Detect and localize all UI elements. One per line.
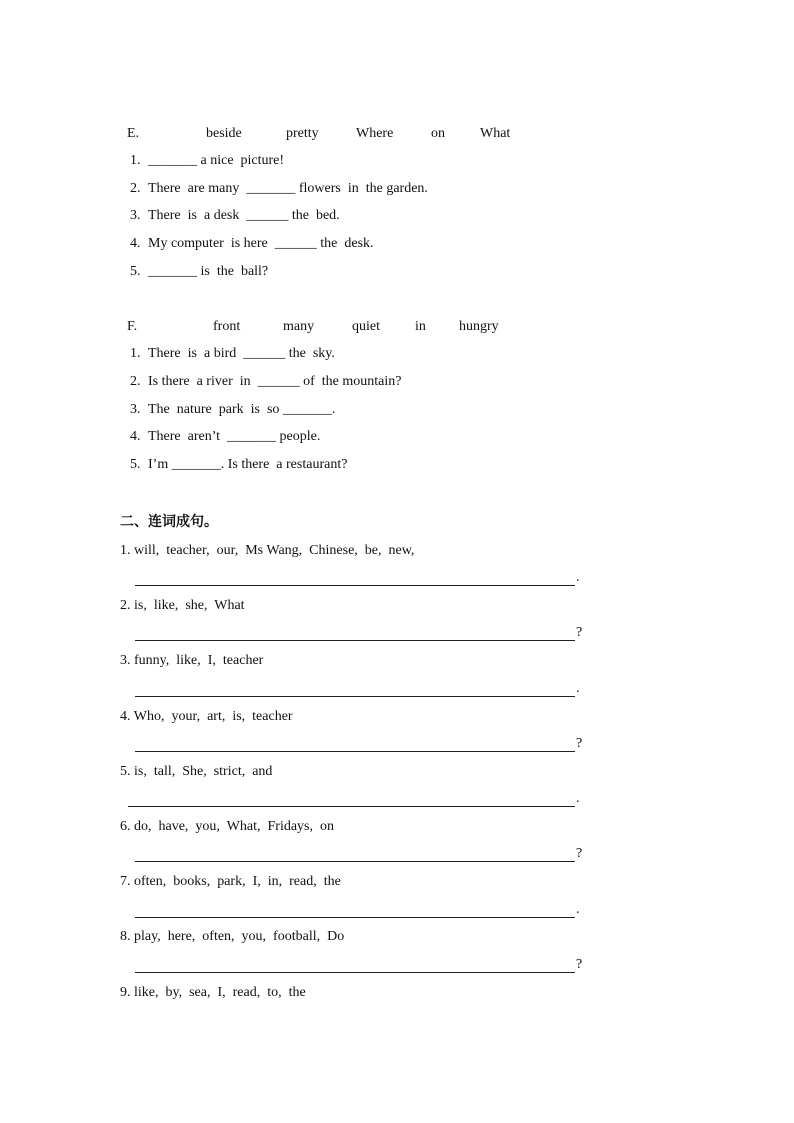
fill-blank-sentence: My computer is here ______ the desk. [148, 236, 374, 251]
word-bank-word: in [415, 319, 426, 334]
section-e-label: E. [127, 126, 140, 141]
item-number: 3. [130, 208, 141, 223]
word-bank-word: front [213, 319, 241, 334]
word-list: 1. will, teacher, our, Ms Wang, Chinese, be, new, [120, 543, 415, 558]
end-punctuation: ? [576, 625, 583, 640]
word-bank-word: Where [356, 126, 394, 141]
word-bank-word: quiet [352, 319, 380, 334]
fill-blank-sentence: I’m _______. Is there a restaurant? [148, 457, 348, 472]
word-bank-word: pretty [286, 126, 319, 141]
word-bank-word: beside [206, 126, 242, 141]
item-number: 3. [130, 402, 141, 417]
section-f-label: F. [127, 319, 138, 334]
end-punctuation: ? [576, 736, 583, 751]
answer-line[interactable] [135, 640, 575, 641]
word-list: 6. do, have, you, What, Fridays, on [120, 819, 334, 834]
answer-line[interactable] [135, 696, 575, 697]
end-punctuation: . [576, 902, 580, 917]
item-number: 5. [130, 264, 141, 279]
word-list: 2. is, like, she, What [120, 598, 245, 613]
fill-blank-sentence: There aren’t _______ people. [148, 429, 321, 444]
answer-line[interactable] [135, 751, 575, 752]
fill-blank-sentence: The nature park is so _______. [148, 402, 336, 417]
word-list: 3. funny, like, I, teacher [120, 653, 264, 668]
answer-line[interactable] [135, 861, 575, 862]
fill-blank-sentence: There is a desk ______ the bed. [148, 208, 340, 223]
word-list: 7. often, books, park, I, in, read, the [120, 874, 341, 889]
item-number: 5. [130, 457, 141, 472]
word-bank-word: What [480, 126, 511, 141]
word-bank-word: many [283, 319, 315, 334]
fill-blank-sentence: There are many _______ flowers in the garden. [148, 181, 428, 196]
answer-line[interactable] [128, 806, 575, 807]
fill-blank-sentence: Is there a river in ______ of the mountain? [148, 374, 402, 389]
answer-line[interactable] [135, 917, 575, 918]
item-number: 4. [130, 429, 141, 444]
word-bank-word: on [431, 126, 445, 141]
end-punctuation: ? [576, 957, 583, 972]
end-punctuation: ? [576, 846, 583, 861]
word-bank-word: hungry [459, 319, 499, 334]
section-heading: 二、连词成句。 [120, 514, 218, 530]
fill-blank-sentence: There is a bird ______ the sky. [148, 346, 335, 361]
word-list: 4. Who, your, art, is, teacher [120, 709, 293, 724]
end-punctuation: . [576, 681, 580, 696]
item-number: 2. [130, 374, 141, 389]
item-number: 2. [130, 181, 141, 196]
end-punctuation: . [576, 570, 580, 585]
word-list: 8. play, here, often, you, football, Do [120, 929, 345, 944]
item-number: 4. [130, 236, 141, 251]
item-number: 1. [130, 346, 141, 361]
answer-line[interactable] [135, 972, 575, 973]
fill-blank-sentence: _______ is the ball? [148, 264, 269, 279]
answer-line[interactable] [135, 585, 575, 586]
fill-blank-sentence: _______ a nice picture! [148, 153, 285, 168]
word-list: 5. is, tall, She, strict, and [120, 764, 273, 779]
end-punctuation: . [576, 791, 580, 806]
word-list: 9. like, by, sea, I, read, to, the [120, 985, 306, 1000]
item-number: 1. [130, 153, 141, 168]
